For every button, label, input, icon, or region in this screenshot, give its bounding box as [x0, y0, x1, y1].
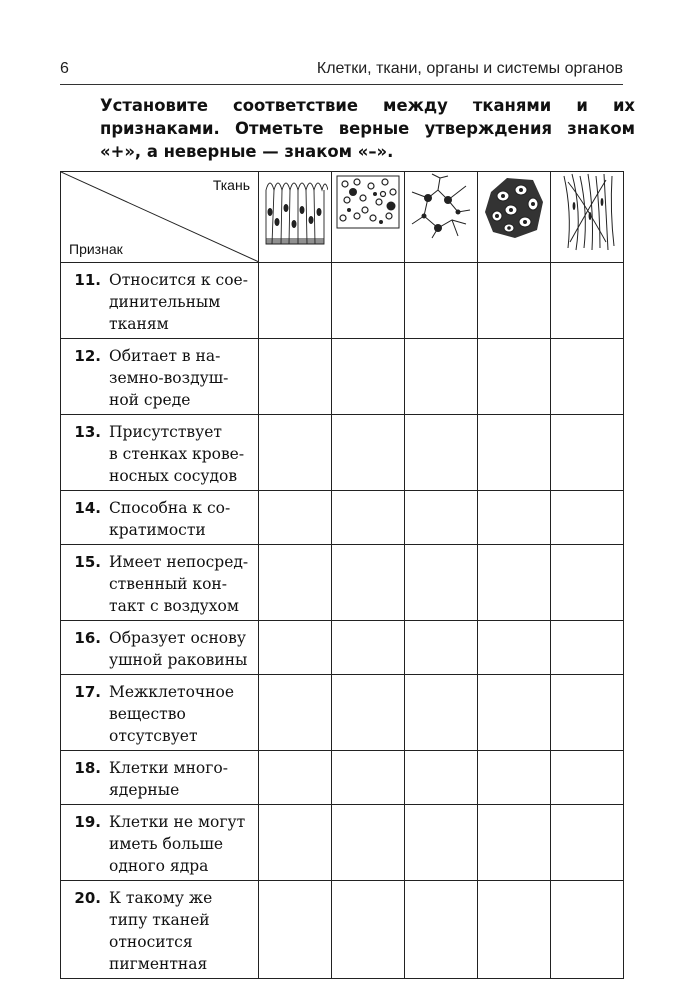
table-row [61, 263, 624, 339]
feature-cell [61, 491, 259, 545]
answer-cell[interactable] [259, 805, 332, 881]
feature-number: 19. [74, 813, 101, 831]
feature-cell [61, 751, 259, 805]
feature-cell [61, 415, 259, 491]
matching-table [60, 171, 624, 979]
answer-cell[interactable] [551, 339, 624, 415]
answer-cell[interactable] [332, 415, 405, 491]
answer-cell[interactable] [259, 545, 332, 621]
feature-number: 13. [74, 423, 101, 441]
answer-cell[interactable] [405, 621, 478, 675]
answer-cell[interactable] [332, 339, 405, 415]
answer-cell[interactable] [551, 491, 624, 545]
feature-cell [61, 675, 259, 751]
feature-axis-label: Признак [69, 241, 123, 257]
feature-number: 14. [74, 499, 101, 517]
answer-cell[interactable] [405, 805, 478, 881]
answer-cell[interactable] [332, 805, 405, 881]
feature-cell [61, 263, 259, 339]
feature-text: Присутствует в стенках крове- носных сосудов [109, 423, 245, 485]
corner-header [61, 172, 259, 263]
answer-cell[interactable] [332, 545, 405, 621]
feature-label [61, 491, 258, 544]
feature-label [61, 545, 258, 620]
answer-cell[interactable] [551, 263, 624, 339]
feature-text: Образует основу ушной раковины [109, 629, 248, 669]
answer-cell[interactable] [332, 881, 405, 979]
feature-text: Способна к со- кратимости [109, 499, 231, 539]
answer-cell[interactable] [551, 805, 624, 881]
table-row [61, 339, 624, 415]
feature-text: Клетки много- ядерные [109, 759, 228, 799]
answer-cell[interactable] [478, 545, 551, 621]
answer-cell[interactable] [259, 415, 332, 491]
feature-text: Клетки не могут иметь больше одного ядра [109, 813, 246, 875]
answer-cell[interactable] [332, 263, 405, 339]
cartilage-tissue-icon [481, 172, 547, 242]
table-row [61, 751, 624, 805]
feature-label [61, 675, 258, 750]
answer-cell[interactable] [405, 545, 478, 621]
feature-number: 12. [74, 347, 101, 365]
answer-cell[interactable] [259, 675, 332, 751]
blood-tissue-icon [335, 172, 401, 232]
feature-label [61, 339, 258, 414]
answer-cell[interactable] [332, 491, 405, 545]
answer-cell[interactable] [478, 805, 551, 881]
answer-cell[interactable] [259, 751, 332, 805]
answer-cell[interactable] [478, 881, 551, 979]
answer-cell[interactable] [332, 675, 405, 751]
feature-label [61, 415, 258, 490]
answer-cell[interactable] [405, 339, 478, 415]
tissue-image-cell [551, 172, 624, 263]
tissue-image-cell [332, 172, 405, 263]
page-number: 6 [60, 60, 69, 77]
task-instruction: Установите соответствие между тканями и их признаками. Отметьте верные утверждения знаком «+», а неверные — знаком «–». [100, 96, 635, 161]
answer-cell[interactable] [259, 263, 332, 339]
feature-label [61, 751, 258, 804]
answer-cell[interactable] [259, 881, 332, 979]
feature-label [61, 805, 258, 880]
feature-text: Межклеточное вещество отсутсвует [109, 683, 234, 745]
feature-text: Обитает в на- земно-воздуш- ной среде [109, 347, 229, 409]
header-rule [60, 84, 623, 85]
tissue-image-cell [405, 172, 478, 263]
table-row [61, 675, 624, 751]
answer-cell[interactable] [478, 415, 551, 491]
table-header-row [61, 172, 624, 263]
answer-cell[interactable] [478, 339, 551, 415]
answer-cell[interactable] [478, 751, 551, 805]
feature-label [61, 621, 258, 674]
table-row [61, 881, 624, 979]
table-row [61, 805, 624, 881]
answer-cell[interactable] [551, 751, 624, 805]
tissue-image-cell [259, 172, 332, 263]
answer-cell[interactable] [332, 751, 405, 805]
answer-cell[interactable] [259, 491, 332, 545]
answer-cell[interactable] [332, 621, 405, 675]
feature-label [61, 881, 258, 978]
table-row [61, 545, 624, 621]
answer-cell[interactable] [405, 415, 478, 491]
feature-cell [61, 881, 259, 979]
answer-cell[interactable] [405, 751, 478, 805]
feature-cell [61, 339, 259, 415]
feature-number: 17. [74, 683, 101, 701]
answer-cell[interactable] [405, 881, 478, 979]
feature-cell [61, 621, 259, 675]
feature-text: Относится к сое- динительным тканям [109, 271, 248, 333]
answer-cell[interactable] [478, 263, 551, 339]
answer-cell[interactable] [478, 621, 551, 675]
feature-label [61, 263, 258, 338]
answer-cell[interactable] [478, 491, 551, 545]
answer-cell[interactable] [551, 675, 624, 751]
feature-number: 11. [74, 271, 101, 289]
answer-cell[interactable] [259, 339, 332, 415]
answer-cell[interactable] [551, 621, 624, 675]
answer-cell[interactable] [259, 621, 332, 675]
feature-number: 16. [74, 629, 101, 647]
answer-cell[interactable] [478, 675, 551, 751]
answer-cell[interactable] [405, 675, 478, 751]
muscle-tissue-icon [554, 172, 620, 252]
table-row [61, 491, 624, 545]
tissue-image-cell [478, 172, 551, 263]
answer-cell[interactable] [405, 491, 478, 545]
tissue-axis-label: Ткань [212, 177, 250, 193]
feature-number: 18. [74, 759, 101, 777]
feature-text: Имеет непосред- ственный кон- такт с воздухом [109, 553, 249, 615]
answer-cell[interactable] [551, 415, 624, 491]
feature-number: 15. [74, 553, 101, 571]
feature-text: К такому же типу тканей относится пигментная [109, 889, 213, 973]
epithelial-tissue-icon [262, 172, 328, 252]
feature-number: 20. [74, 889, 101, 907]
answer-cell[interactable] [551, 545, 624, 621]
table-row [61, 415, 624, 491]
feature-cell [61, 545, 259, 621]
table-row [61, 621, 624, 675]
answer-cell[interactable] [551, 881, 624, 979]
feature-cell [61, 805, 259, 881]
nerve-tissue-icon [408, 172, 474, 242]
section-title: Клетки, ткани, органы и системы органов [316, 60, 623, 77]
answer-cell[interactable] [405, 263, 478, 339]
